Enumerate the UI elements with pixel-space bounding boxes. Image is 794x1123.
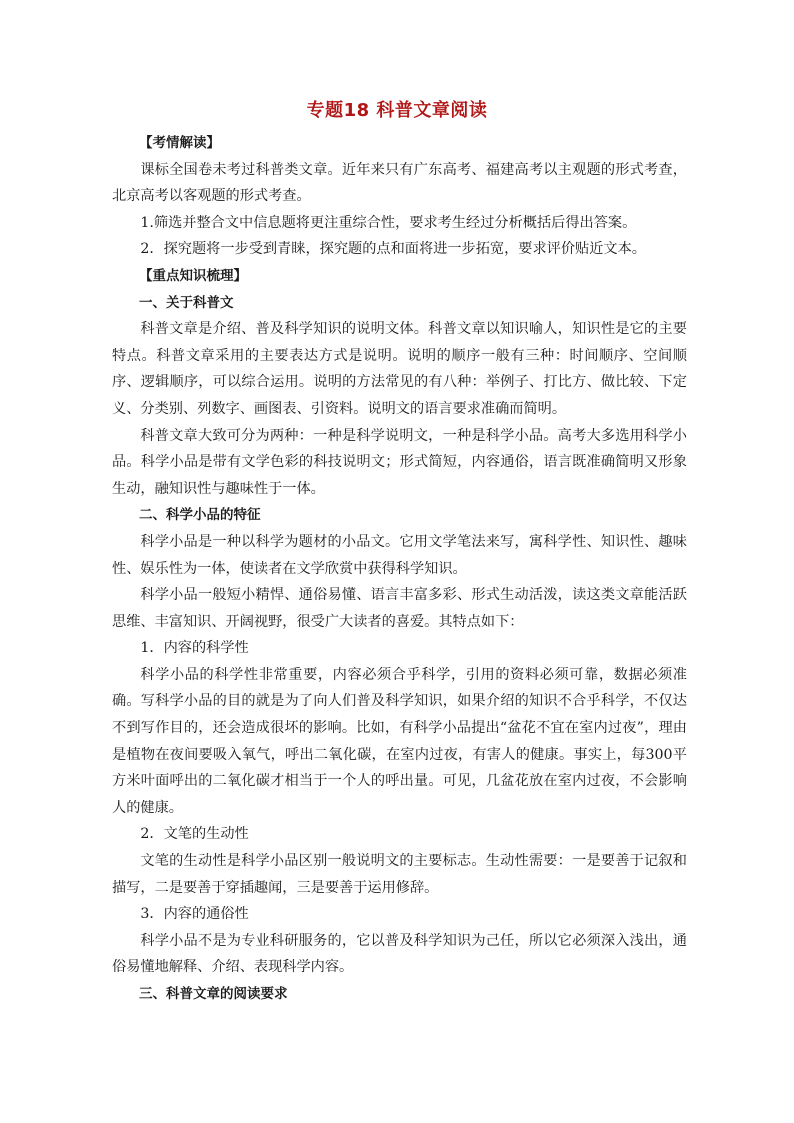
body-paragraph: 科学小品的科学性非常重要，内容必须合乎科学，引用的资料必须可靠，数据必须准确。写科学小品的目的就是为了向人们普及科学知识，如果介绍的知识不合乎科学，不仅达不到写作目的，还会造成很坏的影响。比如，有科学小品提出“盆花不宜在室内过夜”，理由是植物在夜间要吸入氧气，呼出二氧化碳，在室内过夜，有害人的健康。事实上，每300平方米叶面呼出的二氧化碳才相当于一个人的呼出量。可见，几盆花放在室内过夜，不会影响人的健康。 [112, 666, 687, 816]
body-paragraph: 1.筛选并整合文中信息题将更注重综合性，要求考生经过分析概括后得出答案。 [140, 214, 637, 231]
subsection-heading: 3．内容的通俗性 [140, 906, 249, 923]
body-paragraph: 2．探究题将一步受到青睐，探究题的点和面将进一步拓宽，要求评价贴近文本。 [140, 241, 646, 258]
body-paragraph: 科普文章是介绍、普及科学知识的说明文体。科普文章以知识喻人，知识性是它的主要特点。科普文章采用的主要表达方式是说明。说明的顺序一般有三种：时间顺序、空间顺序、逻辑顺序，可以综合运用。说明的方法常见的有八种：举例子、打比方、做比较、下定义、分类别、列数字、画图表、引资料。说明文的语言要求准确而简明。 [112, 321, 687, 417]
section-heading: 二、科学小品的特征 [139, 507, 261, 524]
document-body [112, 130, 687, 1008]
subsection-heading: 1．内容的科学性 [140, 640, 249, 657]
body-paragraph: 科学小品不是为专业科研服务的，它以普及科学知识为己任，所以它必须深入浅出，通俗易懂地解释、介绍、表现科学内容。 [112, 932, 687, 976]
body-paragraph: 科学小品是一种以科学为题材的小品文。它用文学笔法来写，寓科学性、知识性、趣味性、娱乐性为一体，使读者在文学欣赏中获得科学知识。 [112, 533, 687, 577]
body-paragraph: 科学小品一般短小精悍、通俗易懂、语言丰富多彩、形式生动活泼，读这类文章能活跃思维、丰富知识、开阔视野，很受广大读者的喜爱。其特点如下： [112, 587, 687, 630]
section-heading: 一、关于科普文 [139, 294, 234, 311]
body-paragraph: 科普文章大致可分为两种：一种是科学说明文，一种是科学小品。高考大多选用科学小品。科学小品是带有文学色彩的科技说明文；形式简短，内容通俗，语言既准确简明又形象生动，融知识性与趣味性于一体。 [112, 427, 687, 497]
subsection-heading: 2．文笔的生动性 [140, 826, 249, 843]
section-heading: 【考情解读】 [139, 135, 220, 151]
section-heading: 【重点知识梳理】 [139, 267, 247, 284]
body-paragraph: 课标全国卷未考过科普类文章。近年来只有广东高考、福建高考以主观题的形式考查，北京高考以客观题的形式考查。 [112, 161, 687, 205]
document-title: 专题18 科普文章阅读 [306, 100, 488, 121]
section-heading: 三、科普文章的阅读要求 [139, 986, 288, 1002]
body-paragraph: 文笔的生动性是科学小品区别一般说明文的主要标志。生动性需要：一是要善于记叙和描写，二是要善于穿插趣闻，三是要善于运用修辞。 [112, 853, 687, 896]
